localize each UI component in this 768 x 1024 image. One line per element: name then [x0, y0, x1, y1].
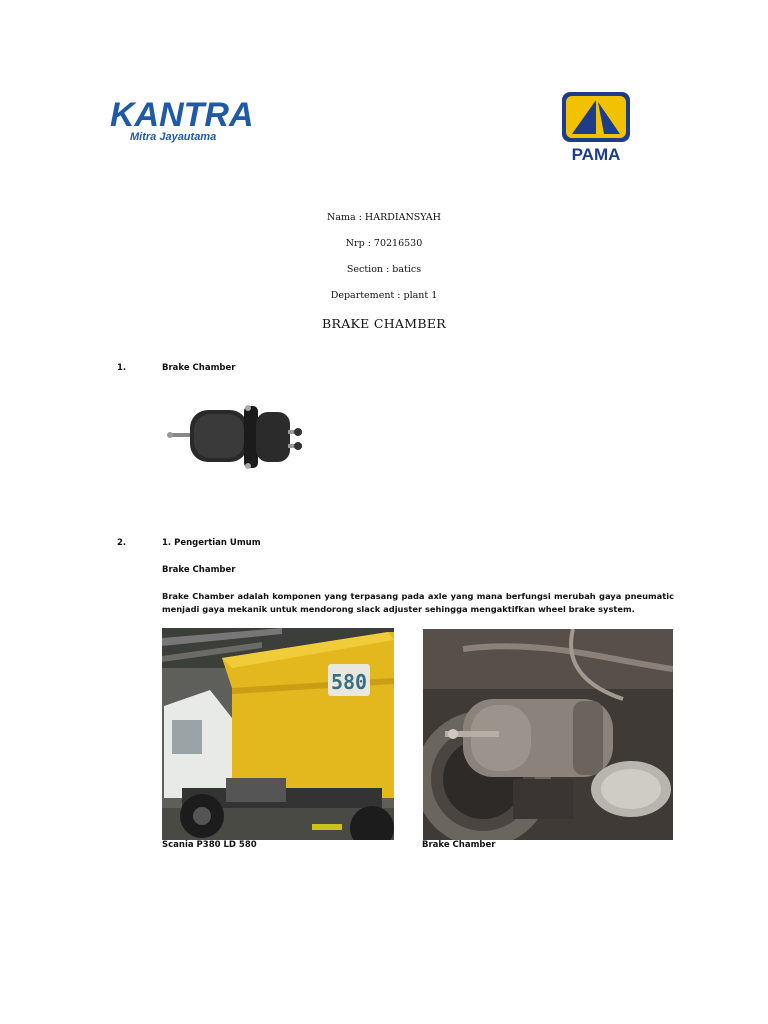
- document-title: BRAKE CHAMBER: [322, 316, 446, 331]
- kantra-logo-text: KANTRA: [110, 96, 254, 134]
- department-line: Departement : plant 1: [330, 290, 438, 301]
- brake-chamber-installed-photo: [423, 629, 673, 840]
- pama-logo: [558, 90, 634, 166]
- brake-chamber-photo-caption: Brake Chamber: [422, 840, 496, 850]
- section-2-subheading: Brake Chamber: [162, 565, 236, 575]
- kantra-logo: [108, 88, 264, 144]
- section-1-number: 1.: [117, 363, 127, 373]
- section-2-label: 1. Pengertian Umum: [162, 538, 261, 548]
- nrp-line: Nrp : 70216530: [345, 238, 423, 249]
- truck-photo-caption: Scania P380 LD 580: [162, 840, 257, 850]
- truck-photo: [162, 628, 394, 840]
- section-2-number: 2.: [117, 538, 127, 548]
- section-2-description: Brake Chamber adalah komponen yang terpasang pada axle yang mana berfungsi merubah gaya pneumatic menjadi gaya mekanik untuk mendorong slack adjuster sehingga mengaktifkan wheel brake system.: [162, 591, 674, 614]
- section-1-label: Brake Chamber: [162, 363, 236, 373]
- kantra-logo-subtext: Mitra Jayautama: [130, 131, 217, 143]
- truck-number: 580: [330, 670, 368, 694]
- section-line: Section : batics: [346, 264, 422, 275]
- pama-logo-text: PAMA: [571, 145, 621, 164]
- nama-line: Nama : HARDIANSYAH: [327, 212, 441, 223]
- brake-chamber-product-image: [164, 400, 314, 480]
